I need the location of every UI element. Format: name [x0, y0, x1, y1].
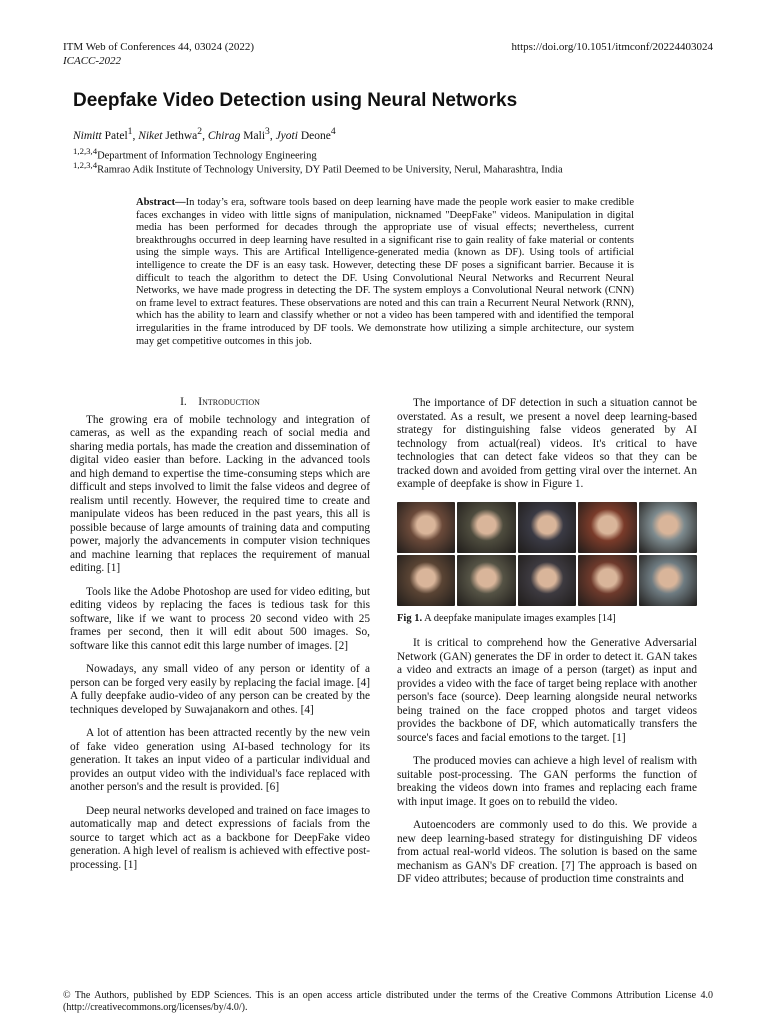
- abstract-label: Abstract—: [136, 197, 186, 208]
- paragraph: The growing era of mobile technology and integration of cameras, as well as the expanding reach of social media and sharing media portals, has made the creation and dissemination of digital video easier than before. Lacking in the advanced tools and high demand to expertise the time-consuming steps which are difficult and steps involved to limit the false videos and degree of realism until recently. However, the required time to create and manipulate videos has been reduced in the past years, this all is possible because of large amounts of training data and computing power, majorly the advancements in computer vision techniques and machine learning that replaces the requirement of manual editing. [1]: [70, 413, 370, 574]
- affiliation: $^{1,2,3,4}$Department of Information Technology Engineering: [73, 146, 317, 162]
- left-column: [70, 396, 370, 882]
- paragraph: Autoencoders are commonly used to do this. We provide a new deep learning-based strategy for distinguishing DF videos from actual real-world videos. The solution is based on the same mechanism as GAN's DF creation. [7] The approach is based on DF video attributes; because of production time constraints and: [397, 819, 697, 885]
- paragraph: A lot of attention has been attracted recently by the new vein of fake video generation using AI-based technology for its generation. It takes an input video of a particular individual and provides an output video with the individual's face replaced with another person's and the result is provided. [6]: [70, 727, 370, 793]
- paragraph: Tools like the Adobe Photoshop are used for video editing, but editing videos by replacing the faces is tedious task for this software, like if we want to process 20 second video with 25 frames per second, then it will edit about 500 images. So, software like this cannot edit this large number of images. [2]: [70, 585, 370, 652]
- face-image: [639, 502, 697, 553]
- paper-title: Deepfake Video Detection using Neural Networks: [73, 90, 518, 111]
- face-image: [457, 502, 515, 553]
- affiliation: $^{1,2,3,4}$Ramrao Adik Institute of Technology University, DY Patil Deemed to be University, Nerul, Maharashtra, India: [73, 160, 563, 176]
- author: Nimitt Patel$^1$: [73, 126, 133, 142]
- paragraph: The importance of DF detection in such a situation cannot be overstated. As a result, we present a novel deep learning-based strategy for distinguishing false videos generated by AI technology from actual(real) videos. It's critical to have technologies that can detect fake videos so that they can be tracked down and avoided from getting viral over the internet. An example of deepfake is show in Figure 1.: [397, 397, 697, 490]
- section-heading: I. Introduction: [180, 396, 260, 408]
- figure-1-image-grid: [397, 502, 697, 606]
- face-image: [518, 555, 576, 606]
- doi-link[interactable]: https://doi.org/10.1051/itmconf/20224403024: [511, 41, 713, 53]
- paragraph: Deep neural networks developed and trained on face images to automatically map and detect expressions of facials from the source to target which act as a backbone for DeepFake video generation. A high level of realism is achieved with effective post-processing. [1]: [70, 804, 371, 871]
- face-image: [457, 555, 515, 606]
- author-list: Nimitt Patel$^1$, Niket Jethwa$^2$, Chirag Mali$^3$, Jyoti Deone$^4$: [73, 126, 336, 142]
- author: Jyoti Deone$^4$: [275, 126, 336, 142]
- abstract-text: In today’s era, software tools based on deep learning have made the people work easier to make credible faces exchanges in video with little signs of manipulation, nicknamed "DeepFake" videos. Manipulation in digital media has been performed for decades through the appropriate use of visual effects; nevertheless, current breakthroughs occurred in deep learning have resulted in a significant rise to gain reality of fake material or contents using the simple ways. This are Artifical Intelligence-generated media (known as DF). Using tools of artificial intelligence to create the DF is an easy task. However, detecting these DF poses a significant barrier. Because it is difficult to teach the algorithm to detect the DF. Using Convolutional Neural Networks and Recurrent Neural Networks, we have made progress in detecting the DF. The system employs a Convolutional Neural network (CNN) on frame level to extract features. These observations are noted and this can train a Recurrent Neural Network (RNN), which has the ability to learn and classify whether or not a video has been tampered with and identified the temporal irregularities in the frame introduced by DF tools. We demonstrate how utilizing a simple architecture, our system may get competitive outcomes in this job.: [136, 197, 634, 347]
- face-image: [578, 555, 636, 606]
- figure-caption: Fig 1. A deepfake manipulate images examples [14]: [397, 612, 616, 624]
- license-footer: © The Authors, published by EDP Sciences. This is an open access article distributed under the terms of the Creative Commons Attribution License 4.0 (http://creativecommons.org/licenses/by/4.0/).: [63, 990, 713, 1013]
- author: Niket Jethwa$^2$: [138, 126, 203, 142]
- face-image: [578, 502, 636, 553]
- conference-venue: ICACC-2022: [63, 55, 122, 67]
- face-image: [397, 555, 455, 606]
- face-image: [397, 502, 455, 553]
- paragraph: Nowadays, any small video of any person or identity of a person can be forged very easily by replacing the facial image. [4] A fully deepfake audio-video of any person can be created by the techniques developed by Suwajanakorn and othes. [4]: [70, 663, 370, 716]
- journal-citation: ITM Web of Conferences 44, 03024 (2022): [63, 41, 255, 53]
- face-image: [639, 555, 697, 606]
- abstract: [136, 197, 634, 348]
- paragraph: The produced movies can achieve a high level of realism with suitable post-processing. The GAN performs the function of breaking the videos down into frames and replacing each frame with input image. It goes on to rebuild the video.: [397, 755, 697, 808]
- face-image: [518, 502, 576, 553]
- paragraph: It is critical to comprehend how the Generative Adversarial Network (GAN) generates the DF in order to detect it. GAN takes a video and extracts an image of a person (target) as input and provides a video with the face of target being replace with another person's face (source). Deep learning alongside neural networks being trained on the face cropped photos and target videos provides the backbone of DF, which automatically transfers the source's faces and facial emotions to the target. [1]: [397, 637, 697, 744]
- right-column: [397, 397, 697, 897]
- author: Chirag Mali$^3$: [207, 126, 270, 142]
